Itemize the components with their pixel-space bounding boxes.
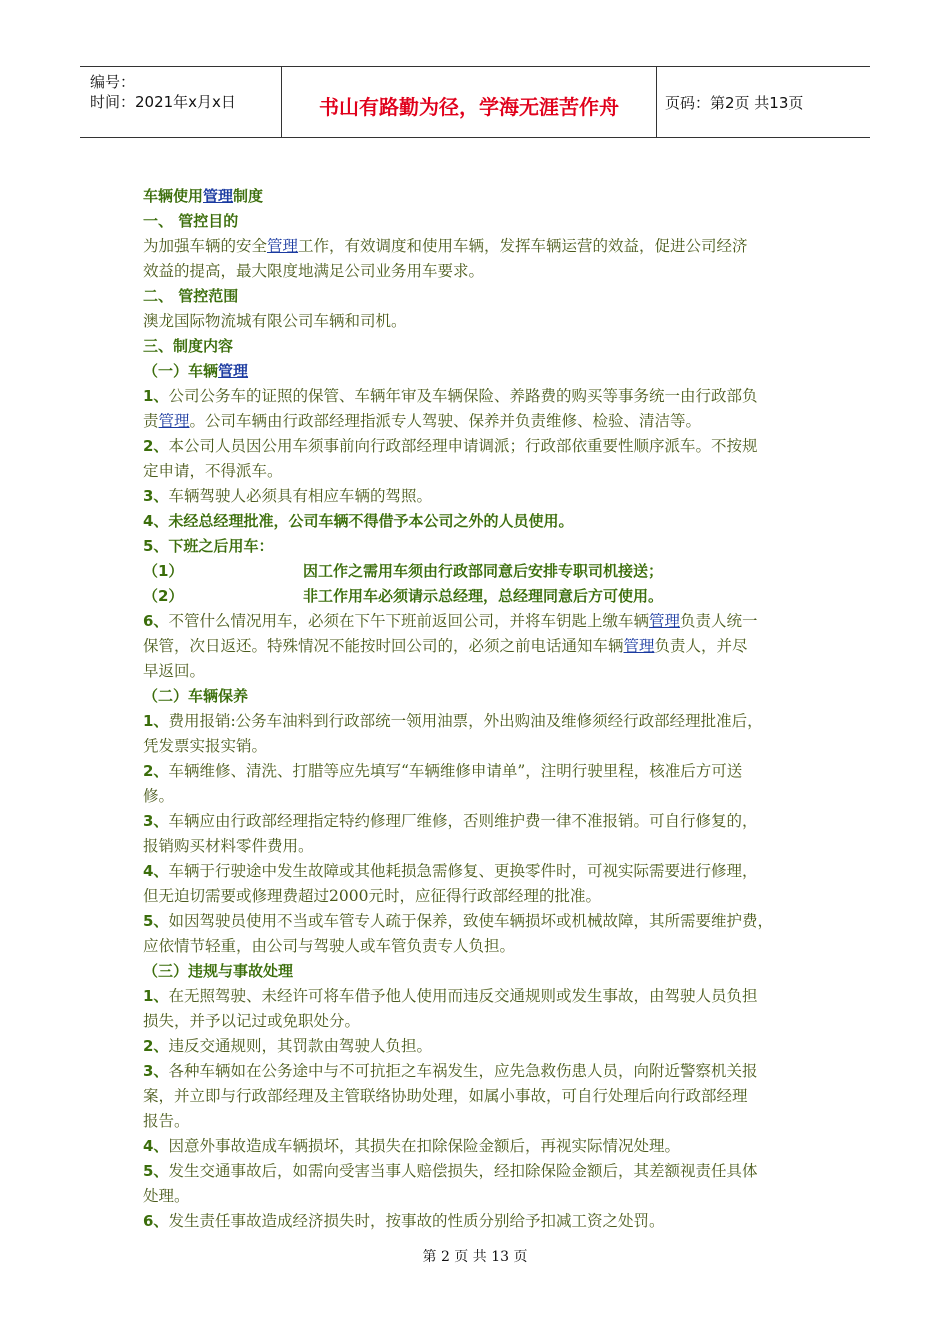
text: 非工作用车必须请示总经理，总经理同意后方可使用。 xyxy=(303,587,664,605)
maint-item-3 xyxy=(143,809,823,834)
title-link[interactable]: 管理 xyxy=(203,187,234,205)
text: 。公司车辆由行政部经理指派专人驾驶、保养并负责维修、检验、清洁等。 xyxy=(189,412,702,430)
item-number: 4、 xyxy=(143,1137,169,1155)
text: 工作，有效调度和使用车辆，发挥车辆运营的效益，促进公司经济 xyxy=(298,237,748,255)
header-left-cell xyxy=(80,67,282,137)
item-number: （1） xyxy=(143,562,184,580)
violation-item-5-cont: 处理。 xyxy=(143,1187,190,1205)
text: 保管，次日返还。特殊情况不能按时回公司的，必须之前电话通知车辆 xyxy=(143,637,624,655)
subsection-2: （二）车辆保养 xyxy=(143,687,249,705)
text: 责 xyxy=(143,412,159,430)
violation-item-3-cont: 案，并立即与行政部经理及主管联络协助处理，如属小事故，可自行处理后向行政部经理 xyxy=(143,1087,748,1105)
item-number: 3、 xyxy=(143,487,169,505)
text: 车辆驾驶人必须具有相应车辆的驾照。 xyxy=(168,487,432,505)
item-number: 1、 xyxy=(143,387,169,405)
maint-item-5 xyxy=(143,909,823,934)
item-number: 2、 xyxy=(143,437,169,455)
violation-item-4 xyxy=(143,1134,823,1159)
motto: 书山有路勤为径，学海无涯苦作舟 xyxy=(319,95,619,119)
page-info: 页码：第2页 共13页 xyxy=(665,94,804,112)
text: 负责人统一 xyxy=(679,612,758,630)
list-item-5-2 xyxy=(143,584,823,609)
header-page-cell xyxy=(657,67,870,137)
violation-item-3 xyxy=(143,1059,823,1084)
subsection-1 xyxy=(143,359,823,384)
text: 发生责任事故造成经济损失时，按事故的性质分别给予扣减工资之处罚。 xyxy=(168,1212,665,1230)
item-number: 6、 xyxy=(143,1212,169,1230)
list-item-6-cont xyxy=(143,634,823,659)
maint-item-5-cont: 应依情节轻重，由公司与驾驶人或车管负责专人负担。 xyxy=(143,937,516,955)
text: 在无照驾驶、未经许可将车借予他人使用而违反交通规则或发生事故，由驾驶人员负担 xyxy=(168,987,758,1005)
text: 各种车辆如在公务途中与不可抗拒之车祸发生，应先急救伤患人员，向附近警察机关报 xyxy=(168,1062,758,1080)
page-footer: 第 2 页 共 13 页 xyxy=(422,1249,528,1265)
list-item-5-1 xyxy=(143,559,823,584)
text: 车辆维修、清洗、打腊等应先填写“车辆维修申请单”，注明行驶里程，核准后方可送 xyxy=(168,762,743,780)
header-motto-cell xyxy=(282,67,657,137)
violation-item-1 xyxy=(143,984,823,1009)
page-header xyxy=(80,66,870,138)
item-number: 3、 xyxy=(143,812,169,830)
item-number: 1、 xyxy=(143,987,169,1005)
section-heading-1: 一、 管控目的 xyxy=(143,212,239,230)
item-number: （2） xyxy=(143,587,184,605)
text: 如因驾驶员使用不当或车管专人疏于保养，致使车辆损坏或机械故障，其所需要维护费， xyxy=(168,912,773,930)
list-item-6 xyxy=(143,609,823,634)
number-label: 编号： xyxy=(90,73,136,91)
item-number: 1、 xyxy=(143,712,169,730)
maint-item-1 xyxy=(143,709,823,734)
list-item-1 xyxy=(143,384,823,409)
item-number: 3、 xyxy=(143,1062,169,1080)
list-item-5: 5、下班之后用车： xyxy=(143,537,274,555)
text: 公司公务车的证照的保管、车辆年审及车辆保险、养路费的购买等事务统一由行政部负 xyxy=(168,387,758,405)
text: 发生交通事故后，如需向受害当事人赔偿损失，经扣除保险金额后，其差额视责任具体 xyxy=(168,1162,758,1180)
link-management[interactable]: 管理 xyxy=(218,362,249,380)
link-management[interactable]: 管理 xyxy=(648,612,680,630)
violation-item-6 xyxy=(143,1209,823,1234)
text: 本公司人员因公用车须事前向行政部经理申请调派；行政部依重要性顺序派车。不按规 xyxy=(168,437,758,455)
paragraph-1-cont: 效益的提高，最大限度地满足公司业务用车要求。 xyxy=(143,262,485,280)
paragraph-1 xyxy=(143,234,823,259)
subsection-3: （三）违规与事故处理 xyxy=(143,962,294,980)
text: 因工作之需用车须由行政部同意后安排专职司机接送； xyxy=(303,562,664,580)
violation-item-5 xyxy=(143,1159,823,1184)
text: 负责人，并尽 xyxy=(654,637,748,655)
link-management[interactable]: 管理 xyxy=(623,637,655,655)
list-item-2-cont: 定申请，不得派车。 xyxy=(143,462,283,480)
list-item-6-end: 早返回。 xyxy=(143,662,206,680)
text: 车辆于行驶途中发生故障或其他耗损急需修复、更换零件时，可视实际需要进行修理， xyxy=(168,862,758,880)
item-number: 5、 xyxy=(143,1162,169,1180)
text: （一）车辆 xyxy=(143,362,219,380)
maint-item-4 xyxy=(143,859,823,884)
section-heading-2: 二、 管控范围 xyxy=(143,287,239,305)
list-item-2 xyxy=(143,434,823,459)
title-text: 车辆使用 xyxy=(143,187,204,205)
text: 车辆应由行政部经理指定特约修理厂维修，否则维护费一律不准报销。可自行修复的， xyxy=(168,812,758,830)
item-number: 2、 xyxy=(143,1037,169,1055)
text: 费用报销:公务车油料到行政部统一领用油票，外出购油及维修须经行政部经理批准后， xyxy=(168,712,763,730)
maint-item-2 xyxy=(143,759,823,784)
list-item-3 xyxy=(143,484,823,509)
doc-title xyxy=(143,184,823,209)
document-body xyxy=(143,184,823,1234)
violation-item-1-cont: 损失，并予以记过或免职处分。 xyxy=(143,1012,361,1030)
violation-item-2 xyxy=(143,1034,823,1059)
section-heading-3: 三、制度内容 xyxy=(143,337,234,355)
maint-item-2-cont: 修。 xyxy=(143,787,175,805)
violation-item-3-end: 报告。 xyxy=(143,1112,190,1130)
text: 因意外事故造成车辆损坏，其损失在扣除保险金额后，再视实际情况处理。 xyxy=(168,1137,680,1155)
maint-item-3-cont: 报销购买材料零件费用。 xyxy=(143,837,314,855)
title-text-end: 制度 xyxy=(233,187,264,205)
text: 不管什么情况用车，必须在下午下班前返回公司，并将车钥匙上缴车辆 xyxy=(168,612,649,630)
item-number: 5、 xyxy=(143,912,169,930)
list-item-1-cont xyxy=(143,409,823,434)
maint-item-4-cont: 但无迫切需要或修理费超过2000元时，应征得行政部经理的批准。 xyxy=(143,887,601,905)
item-number: 2、 xyxy=(143,762,169,780)
time-label: 时间：2021年x月x日 xyxy=(90,93,236,111)
item-number: 4、 xyxy=(143,862,169,880)
paragraph-2: 澳龙国际物流城有限公司车辆和司机。 xyxy=(143,312,407,330)
link-management[interactable]: 管理 xyxy=(267,237,299,255)
maint-item-1-cont: 凭发票实报实销。 xyxy=(143,737,268,755)
text: 为加强车辆的安全 xyxy=(143,237,268,255)
list-item-4: 4、未经总经理批准，公司车辆不得借予本公司之外的人员使用。 xyxy=(143,512,574,530)
link-management[interactable]: 管理 xyxy=(158,412,190,430)
text: 违反交通规则，其罚款由驾驶人负担。 xyxy=(168,1037,432,1055)
item-number: 6、 xyxy=(143,612,169,630)
